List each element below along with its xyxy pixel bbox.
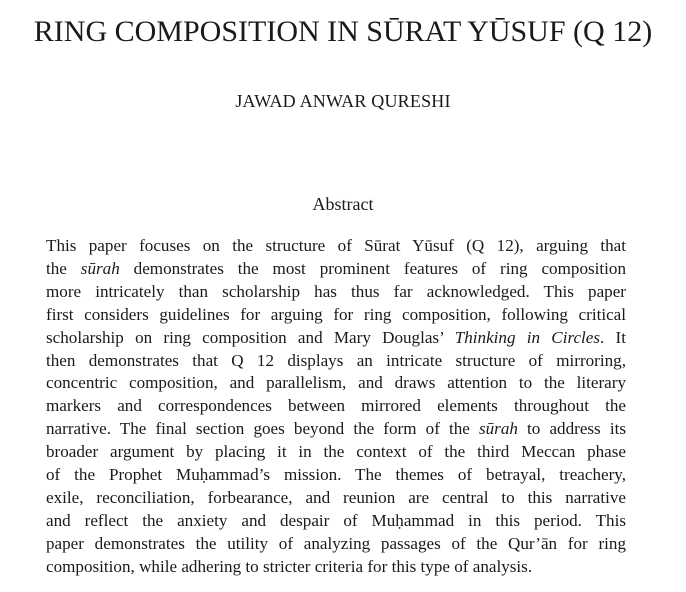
abstract-text: narrative. The final section goes beyond the form of the bbox=[46, 419, 479, 439]
abstract-line bbox=[46, 395, 626, 418]
abstract-text: composition, while adhering to stricter criteria for this type of analysis. bbox=[46, 556, 533, 576]
abstract-text: This paper focuses on the structure of Sūrat Yūsuf (Q 12), arguing that bbox=[46, 236, 626, 255]
abstract-text: the bbox=[46, 258, 81, 278]
abstract-line bbox=[46, 487, 626, 510]
abstract-line bbox=[46, 327, 626, 350]
abstract-text: then demonstrates that Q 12 displays an intricate structure of mirroring, bbox=[46, 350, 626, 370]
abstract-italic-text: Thinking in Circles bbox=[454, 327, 601, 347]
abstract-text: scholarship on ring composition and Mary Douglas’ bbox=[46, 327, 455, 347]
abstract-line bbox=[46, 304, 626, 327]
abstract-text: broader argument by placing it in the context of the third Meccan phase bbox=[46, 442, 626, 462]
abstract-line bbox=[46, 372, 626, 395]
abstract-text: more intricately than scholarship has thus far acknowledged. This paper bbox=[46, 281, 626, 301]
abstract-text: . It bbox=[600, 327, 626, 347]
abstract-line bbox=[46, 418, 626, 441]
abstract-text: and reflect the anxiety and despair of Muḥammad in this period. This bbox=[46, 510, 626, 530]
author-name: JAWAD ANWAR QURESHI bbox=[235, 91, 451, 111]
abstract-line bbox=[46, 281, 626, 304]
abstract-text: of the Prophet Muḥammad’s mission. The themes of betrayal, treachery, bbox=[46, 465, 626, 485]
abstract-body bbox=[46, 235, 626, 579]
abstract-line bbox=[46, 350, 626, 373]
abstract-line bbox=[46, 235, 626, 258]
abstract-text: demonstrates the most prominent features of ring composition bbox=[119, 258, 626, 278]
abstract-line bbox=[46, 556, 626, 579]
abstract-line bbox=[46, 510, 626, 533]
abstract-line bbox=[46, 258, 626, 281]
abstract-text: paper demonstrates the utility of analyzing passages of the Qur’ān for ring bbox=[46, 533, 626, 553]
abstract-text: exile, reconciliation, forbearance, and reunion are central to this narrative bbox=[46, 487, 626, 507]
abstract-italic-text: sūrah bbox=[478, 419, 518, 439]
abstract-text: first considers guidelines for arguing for ring composition, following critical bbox=[46, 304, 626, 324]
abstract-line bbox=[46, 533, 626, 556]
abstract-line bbox=[46, 464, 626, 487]
paper-title: RING COMPOSITION IN SŪRAT YŪSUF (Q 12) bbox=[33, 15, 653, 48]
abstract-italic-text: sūrah bbox=[80, 258, 120, 278]
abstract-line bbox=[46, 441, 626, 464]
abstract-text: to address its bbox=[517, 419, 626, 439]
abstract-text: concentric composition, and parallelism, and draws attention to the literary bbox=[46, 373, 626, 393]
abstract-text: markers and correspondences between mirrored elements throughout the bbox=[46, 396, 626, 416]
abstract-heading: Abstract bbox=[312, 194, 374, 214]
